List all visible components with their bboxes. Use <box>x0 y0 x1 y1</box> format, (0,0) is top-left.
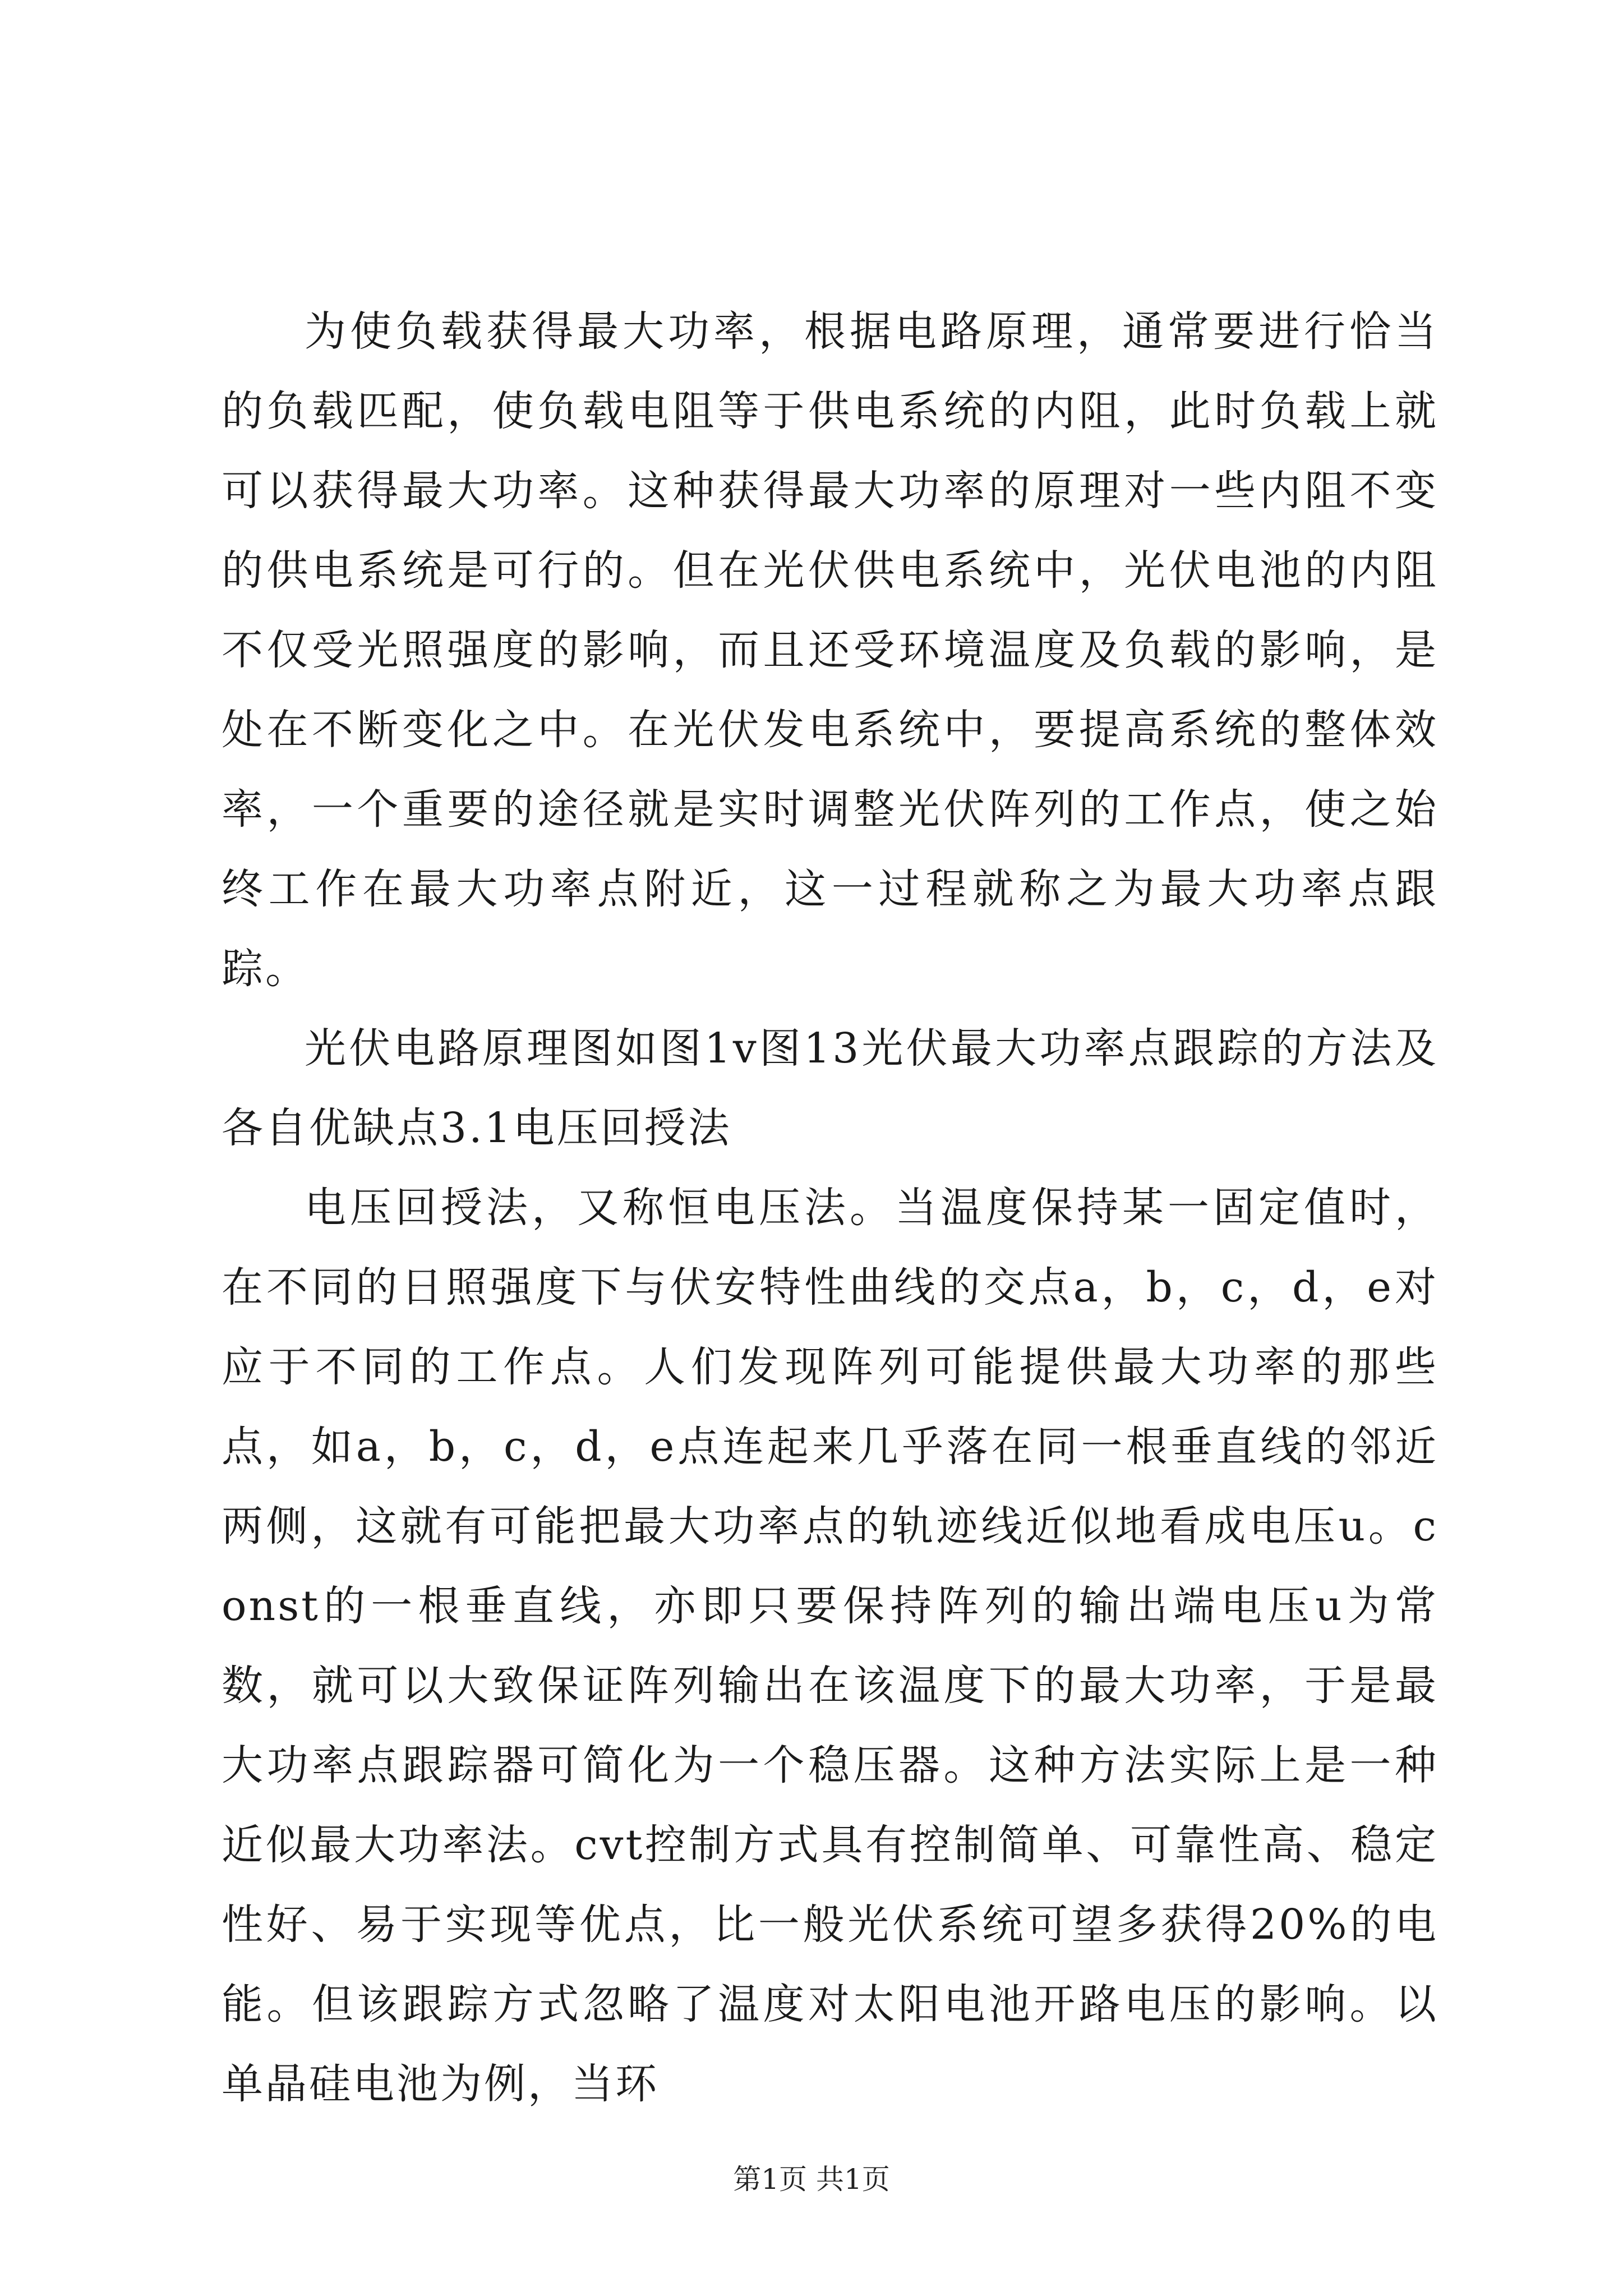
paragraph-mppt-intro: 为使负载获得最大功率，根据电路原理，通常要进行恰当的负载匹配，使负载电阻等于供电系统的内阻，此时负载上就可以获得最大功率。这种获得最大功率的原理对一些内阻不变的供电系统是可行的。但在光伏供电系统中，光伏电池的内阻不仅受光照强度的影响，而且还受环境温度及负载的影响，是处在不断变化之中。在光伏发电系统中，要提高系统的整体效率，一个重要的途径就是实时调整光伏阵列的工作点，使之始终工作在最大功率点附近，这一过程就称之为最大功率点跟踪。 <box>222 307 1438 993</box>
page-footer: 第1页 共1页 <box>733 2163 890 2196</box>
paragraph-voltage-feedback: 电压回授法，又称恒电压法。当温度保持某一固定值时，在不同的日照强度下与伏安特性曲线的交点a，b，c，d，e对应于不同的工作点。人们发现阵列可能提供最大功率的那些点，如a，b，c，d，e点连起来几乎落在同一根垂直线的邻近两侧，这就有可能把最大功率点的轨迹线近似地看成电压u。const的一根垂直线，亦即只要保持阵列的输出端电压u为常数，就可以大致保证阵列输出在该温度下的最大功率，于是最大功率点跟踪器可简化为一个稳压器。这种方法实际上是一种近似最大功率法。cvt控制方式具有控制简单、可靠性高、稳定性好、易于实现等优点，比一般光伏系统可望多获得20%的电能。但该跟踪方式忽略了温度对太阳电池开路电压的影响。以单晶硅电池为例，当环 <box>222 1184 1438 2108</box>
paragraph-figure-reference: 光伏电路原理图如图1v图13光伏最大功率点跟踪的方法及各自优缺点3.1电压回授法 <box>222 1024 1438 1152</box>
document-body <box>222 292 1438 2124</box>
